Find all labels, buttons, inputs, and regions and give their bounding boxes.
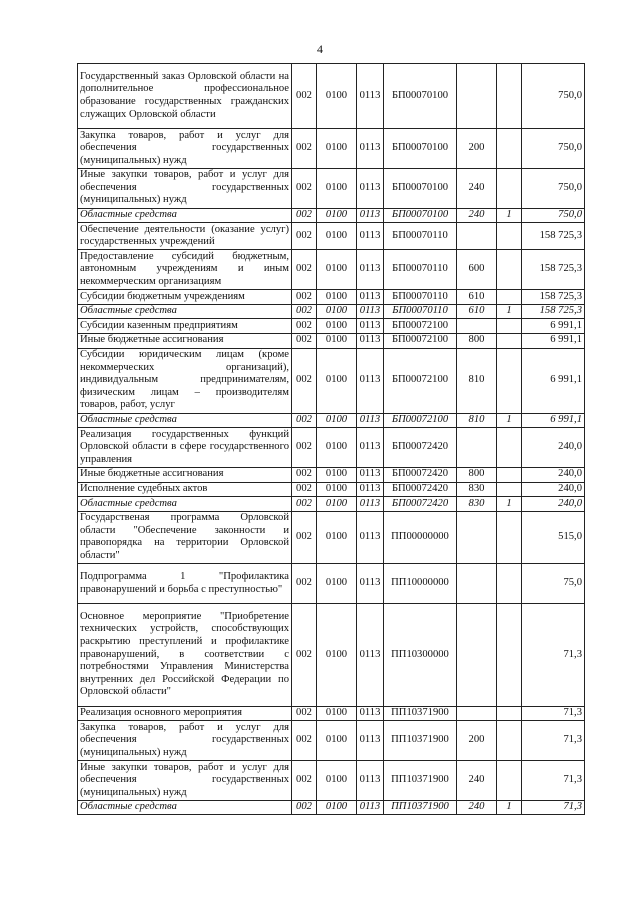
subsection-code-cell: 0113 <box>357 304 384 319</box>
expense-type-cell: 610 <box>457 290 497 305</box>
amount-cell: 750,0 <box>522 64 585 129</box>
expense-name-cell: Областные средства <box>78 413 292 428</box>
expense-type-cell <box>457 319 497 334</box>
table-row <box>78 564 585 604</box>
subsection-code-cell: 0113 <box>357 290 384 305</box>
expense-type-cell: 800 <box>457 467 497 482</box>
expense-type-cell: 600 <box>457 250 497 290</box>
amount-cell: 750,0 <box>522 168 585 208</box>
page-number: 4 <box>317 42 323 56</box>
admin-code-cell: 002 <box>292 482 317 497</box>
amount-cell: 240,0 <box>522 482 585 497</box>
funding-source-cell: 1 <box>497 304 522 319</box>
admin-code-cell: 002 <box>292 333 317 348</box>
expense-name-cell: Иные бюджетные ассигнования <box>78 467 292 482</box>
expense-name-cell: Закупка товаров, работ и услуг для обеспечения государственных (муниципальных) нужд <box>78 129 292 169</box>
table-row <box>78 319 585 334</box>
admin-code-cell: 002 <box>292 603 317 706</box>
table-row <box>78 333 585 348</box>
expense-type-cell: 200 <box>457 721 497 761</box>
table-row <box>78 706 585 721</box>
expense-name-cell: Государственный заказ Орловской области на дополнительное профессиональное образование государственных гражданских служащих Орловской области <box>78 64 292 129</box>
section-code-cell: 0100 <box>317 564 357 604</box>
expense-type-cell: 610 <box>457 304 497 319</box>
section-code-cell: 0100 <box>317 64 357 129</box>
expense-name-cell: Обеспечение деятельности (оказание услуг) государственных учреждений <box>78 223 292 250</box>
funding-source-cell <box>497 223 522 250</box>
expense-name-cell: Иные закупки товаров, работ и услуг для обеспечения государственных (муниципальных) нужд <box>78 761 292 801</box>
admin-code-cell: 002 <box>292 290 317 305</box>
target-article-cell: БП00070100 <box>384 208 457 223</box>
expense-type-cell <box>457 64 497 129</box>
admin-code-cell: 002 <box>292 761 317 801</box>
subsection-code-cell: 0113 <box>357 64 384 129</box>
subsection-code-cell: 0113 <box>357 413 384 428</box>
expense-type-cell: 810 <box>457 348 497 413</box>
subsection-code-cell: 0113 <box>357 208 384 223</box>
expense-type-cell <box>457 564 497 604</box>
section-code-cell: 0100 <box>317 603 357 706</box>
expense-type-cell: 240 <box>457 800 497 815</box>
table-row <box>78 511 585 563</box>
table-row <box>78 497 585 512</box>
subsection-code-cell: 0113 <box>357 706 384 721</box>
subsection-code-cell: 0113 <box>357 333 384 348</box>
target-article-cell: БП00072100 <box>384 319 457 334</box>
amount-cell: 750,0 <box>522 208 585 223</box>
expense-name-cell: Основное мероприятие "Приобретение технических устройств, способствующих раскрытию преступлений и профилактике правонарушений, в соответствии с потребностями Управления Министерства внутренних дел Российской Федерации по Орловской области" <box>78 603 292 706</box>
amount-cell: 75,0 <box>522 564 585 604</box>
table-row <box>78 168 585 208</box>
admin-code-cell: 002 <box>292 721 317 761</box>
amount-cell: 71,3 <box>522 603 585 706</box>
expense-type-cell: 200 <box>457 129 497 169</box>
funding-source-cell: 1 <box>497 413 522 428</box>
expense-name-cell: Иные закупки товаров, работ и услуг для обеспечения государственных (муниципальных) нужд <box>78 168 292 208</box>
target-article-cell: БП00072420 <box>384 497 457 512</box>
subsection-code-cell: 0113 <box>357 761 384 801</box>
amount-cell: 158 725,3 <box>522 223 585 250</box>
admin-code-cell: 002 <box>292 348 317 413</box>
table-row <box>78 721 585 761</box>
section-code-cell: 0100 <box>317 800 357 815</box>
expense-name-cell: Субсидии юридическим лицам (кроме некоммерческих организаций), индивидуальным предпринимателям, физическим лицам – производителям товаров, работ, услуг <box>78 348 292 413</box>
target-article-cell: ПП10371900 <box>384 721 457 761</box>
expense-name-cell: Исполнение судебных актов <box>78 482 292 497</box>
target-article-cell: БП00070100 <box>384 168 457 208</box>
table-row <box>78 223 585 250</box>
expense-name-cell: Государственая программа Орловской области "Обеспечение законности и правопорядка на территории Орловской области" <box>78 511 292 563</box>
table-row <box>78 208 585 223</box>
table-row <box>78 482 585 497</box>
subsection-code-cell: 0113 <box>357 250 384 290</box>
section-code-cell: 0100 <box>317 208 357 223</box>
table-row <box>78 348 585 413</box>
target-article-cell: БП00072100 <box>384 348 457 413</box>
amount-cell: 158 725,3 <box>522 304 585 319</box>
admin-code-cell: 002 <box>292 511 317 563</box>
section-code-cell: 0100 <box>317 223 357 250</box>
subsection-code-cell: 0113 <box>357 564 384 604</box>
funding-source-cell: 1 <box>497 208 522 223</box>
section-code-cell: 0100 <box>317 250 357 290</box>
section-code-cell: 0100 <box>317 319 357 334</box>
target-article-cell: БП00072420 <box>384 428 457 468</box>
subsection-code-cell: 0113 <box>357 168 384 208</box>
expense-name-cell: Закупка товаров, работ и услуг для обеспечения государственных (муниципальных) нужд <box>78 721 292 761</box>
expense-name-cell: Субсидии бюджетным учреждениям <box>78 290 292 305</box>
table-row <box>78 290 585 305</box>
expense-name-cell: Областные средства <box>78 304 292 319</box>
expense-name-cell: Предоставление субсидий бюджетным, автономным учреждениям и иным некоммерческим организациям <box>78 250 292 290</box>
table-row <box>78 428 585 468</box>
subsection-code-cell: 0113 <box>357 511 384 563</box>
expense-type-cell <box>457 428 497 468</box>
expense-type-cell: 830 <box>457 497 497 512</box>
subsection-code-cell: 0113 <box>357 800 384 815</box>
funding-source-cell <box>497 564 522 604</box>
amount-cell: 6 991,1 <box>522 333 585 348</box>
section-code-cell: 0100 <box>317 482 357 497</box>
admin-code-cell: 002 <box>292 250 317 290</box>
amount-cell: 6 991,1 <box>522 413 585 428</box>
funding-source-cell <box>497 511 522 563</box>
target-article-cell: БП00072100 <box>384 333 457 348</box>
amount-cell: 6 991,1 <box>522 348 585 413</box>
section-code-cell: 0100 <box>317 333 357 348</box>
section-code-cell: 0100 <box>317 129 357 169</box>
target-article-cell: ПП00000000 <box>384 511 457 563</box>
funding-source-cell <box>497 482 522 497</box>
subsection-code-cell: 0113 <box>357 223 384 250</box>
target-article-cell: БП00070100 <box>384 64 457 129</box>
table-row <box>78 761 585 801</box>
expense-name-cell: Областные средства <box>78 208 292 223</box>
expense-type-cell <box>457 223 497 250</box>
funding-source-cell <box>497 319 522 334</box>
subsection-code-cell: 0113 <box>357 467 384 482</box>
table-row <box>78 467 585 482</box>
budget-table-body <box>78 64 585 815</box>
target-article-cell: ПП10371900 <box>384 761 457 801</box>
table-row <box>78 64 585 129</box>
admin-code-cell: 002 <box>292 168 317 208</box>
amount-cell: 71,3 <box>522 761 585 801</box>
admin-code-cell: 002 <box>292 208 317 223</box>
expense-type-cell: 240 <box>457 168 497 208</box>
section-code-cell: 0100 <box>317 511 357 563</box>
subsection-code-cell: 0113 <box>357 497 384 512</box>
target-article-cell: БП00070110 <box>384 290 457 305</box>
funding-source-cell <box>497 64 522 129</box>
table-row <box>78 413 585 428</box>
funding-source-cell: 1 <box>497 800 522 815</box>
funding-source-cell <box>497 129 522 169</box>
subsection-code-cell: 0113 <box>357 348 384 413</box>
section-code-cell: 0100 <box>317 290 357 305</box>
subsection-code-cell: 0113 <box>357 319 384 334</box>
budget-table <box>77 63 585 815</box>
admin-code-cell: 002 <box>292 497 317 512</box>
amount-cell: 750,0 <box>522 129 585 169</box>
subsection-code-cell: 0113 <box>357 482 384 497</box>
amount-cell: 71,3 <box>522 706 585 721</box>
section-code-cell: 0100 <box>317 721 357 761</box>
section-code-cell: 0100 <box>317 348 357 413</box>
expense-type-cell: 830 <box>457 482 497 497</box>
table-row <box>78 250 585 290</box>
amount-cell: 158 725,3 <box>522 250 585 290</box>
section-code-cell: 0100 <box>317 413 357 428</box>
table-row <box>78 304 585 319</box>
funding-source-cell <box>497 721 522 761</box>
funding-source-cell: 1 <box>497 497 522 512</box>
target-article-cell: ПП10000000 <box>384 564 457 604</box>
admin-code-cell: 002 <box>292 564 317 604</box>
table-row <box>78 800 585 815</box>
target-article-cell: БП00072420 <box>384 467 457 482</box>
section-code-cell: 0100 <box>317 168 357 208</box>
section-code-cell: 0100 <box>317 428 357 468</box>
funding-source-cell <box>497 706 522 721</box>
funding-source-cell <box>497 603 522 706</box>
section-code-cell: 0100 <box>317 304 357 319</box>
subsection-code-cell: 0113 <box>357 428 384 468</box>
amount-cell: 71,3 <box>522 800 585 815</box>
expense-name-cell: Субсидии казенным предприятиям <box>78 319 292 334</box>
target-article-cell: БП00070110 <box>384 304 457 319</box>
expense-name-cell: Подпрограмма 1 "Профилактика правонарушений и борьба с преступностью" <box>78 564 292 604</box>
amount-cell: 6 991,1 <box>522 319 585 334</box>
funding-source-cell <box>497 428 522 468</box>
target-article-cell: ПП10371900 <box>384 800 457 815</box>
amount-cell: 240,0 <box>522 497 585 512</box>
expense-name-cell: Областные средства <box>78 800 292 815</box>
table-row <box>78 129 585 169</box>
amount-cell: 71,3 <box>522 721 585 761</box>
expense-name-cell: Реализация основного мероприятия <box>78 706 292 721</box>
admin-code-cell: 002 <box>292 467 317 482</box>
target-article-cell: БП00072100 <box>384 413 457 428</box>
funding-source-cell <box>497 290 522 305</box>
amount-cell: 240,0 <box>522 428 585 468</box>
section-code-cell: 0100 <box>317 467 357 482</box>
expense-type-cell: 810 <box>457 413 497 428</box>
expense-type-cell: 240 <box>457 761 497 801</box>
expense-type-cell: 800 <box>457 333 497 348</box>
funding-source-cell <box>497 761 522 801</box>
target-article-cell: БП00070110 <box>384 223 457 250</box>
admin-code-cell: 002 <box>292 706 317 721</box>
admin-code-cell: 002 <box>292 319 317 334</box>
expense-type-cell <box>457 603 497 706</box>
expense-type-cell <box>457 706 497 721</box>
funding-source-cell <box>497 348 522 413</box>
admin-code-cell: 002 <box>292 413 317 428</box>
expense-type-cell: 240 <box>457 208 497 223</box>
table-row <box>78 603 585 706</box>
section-code-cell: 0100 <box>317 761 357 801</box>
section-code-cell: 0100 <box>317 497 357 512</box>
target-article-cell: ПП10371900 <box>384 706 457 721</box>
target-article-cell: БП00072420 <box>384 482 457 497</box>
admin-code-cell: 002 <box>292 304 317 319</box>
funding-source-cell <box>497 250 522 290</box>
admin-code-cell: 002 <box>292 428 317 468</box>
admin-code-cell: 002 <box>292 800 317 815</box>
funding-source-cell <box>497 168 522 208</box>
target-article-cell: БП00070100 <box>384 129 457 169</box>
admin-code-cell: 002 <box>292 223 317 250</box>
funding-source-cell <box>497 333 522 348</box>
subsection-code-cell: 0113 <box>357 603 384 706</box>
funding-source-cell <box>497 467 522 482</box>
subsection-code-cell: 0113 <box>357 129 384 169</box>
amount-cell: 515,0 <box>522 511 585 563</box>
expense-name-cell: Иные бюджетные ассигнования <box>78 333 292 348</box>
expense-name-cell: Реализация государственных функций Орловской области в сфере государственного управления <box>78 428 292 468</box>
section-code-cell: 0100 <box>317 706 357 721</box>
admin-code-cell: 002 <box>292 129 317 169</box>
amount-cell: 158 725,3 <box>522 290 585 305</box>
expense-type-cell <box>457 511 497 563</box>
admin-code-cell: 002 <box>292 64 317 129</box>
target-article-cell: ПП10300000 <box>384 603 457 706</box>
expense-name-cell: Областные средства <box>78 497 292 512</box>
subsection-code-cell: 0113 <box>357 721 384 761</box>
amount-cell: 240,0 <box>522 467 585 482</box>
target-article-cell: БП00070110 <box>384 250 457 290</box>
